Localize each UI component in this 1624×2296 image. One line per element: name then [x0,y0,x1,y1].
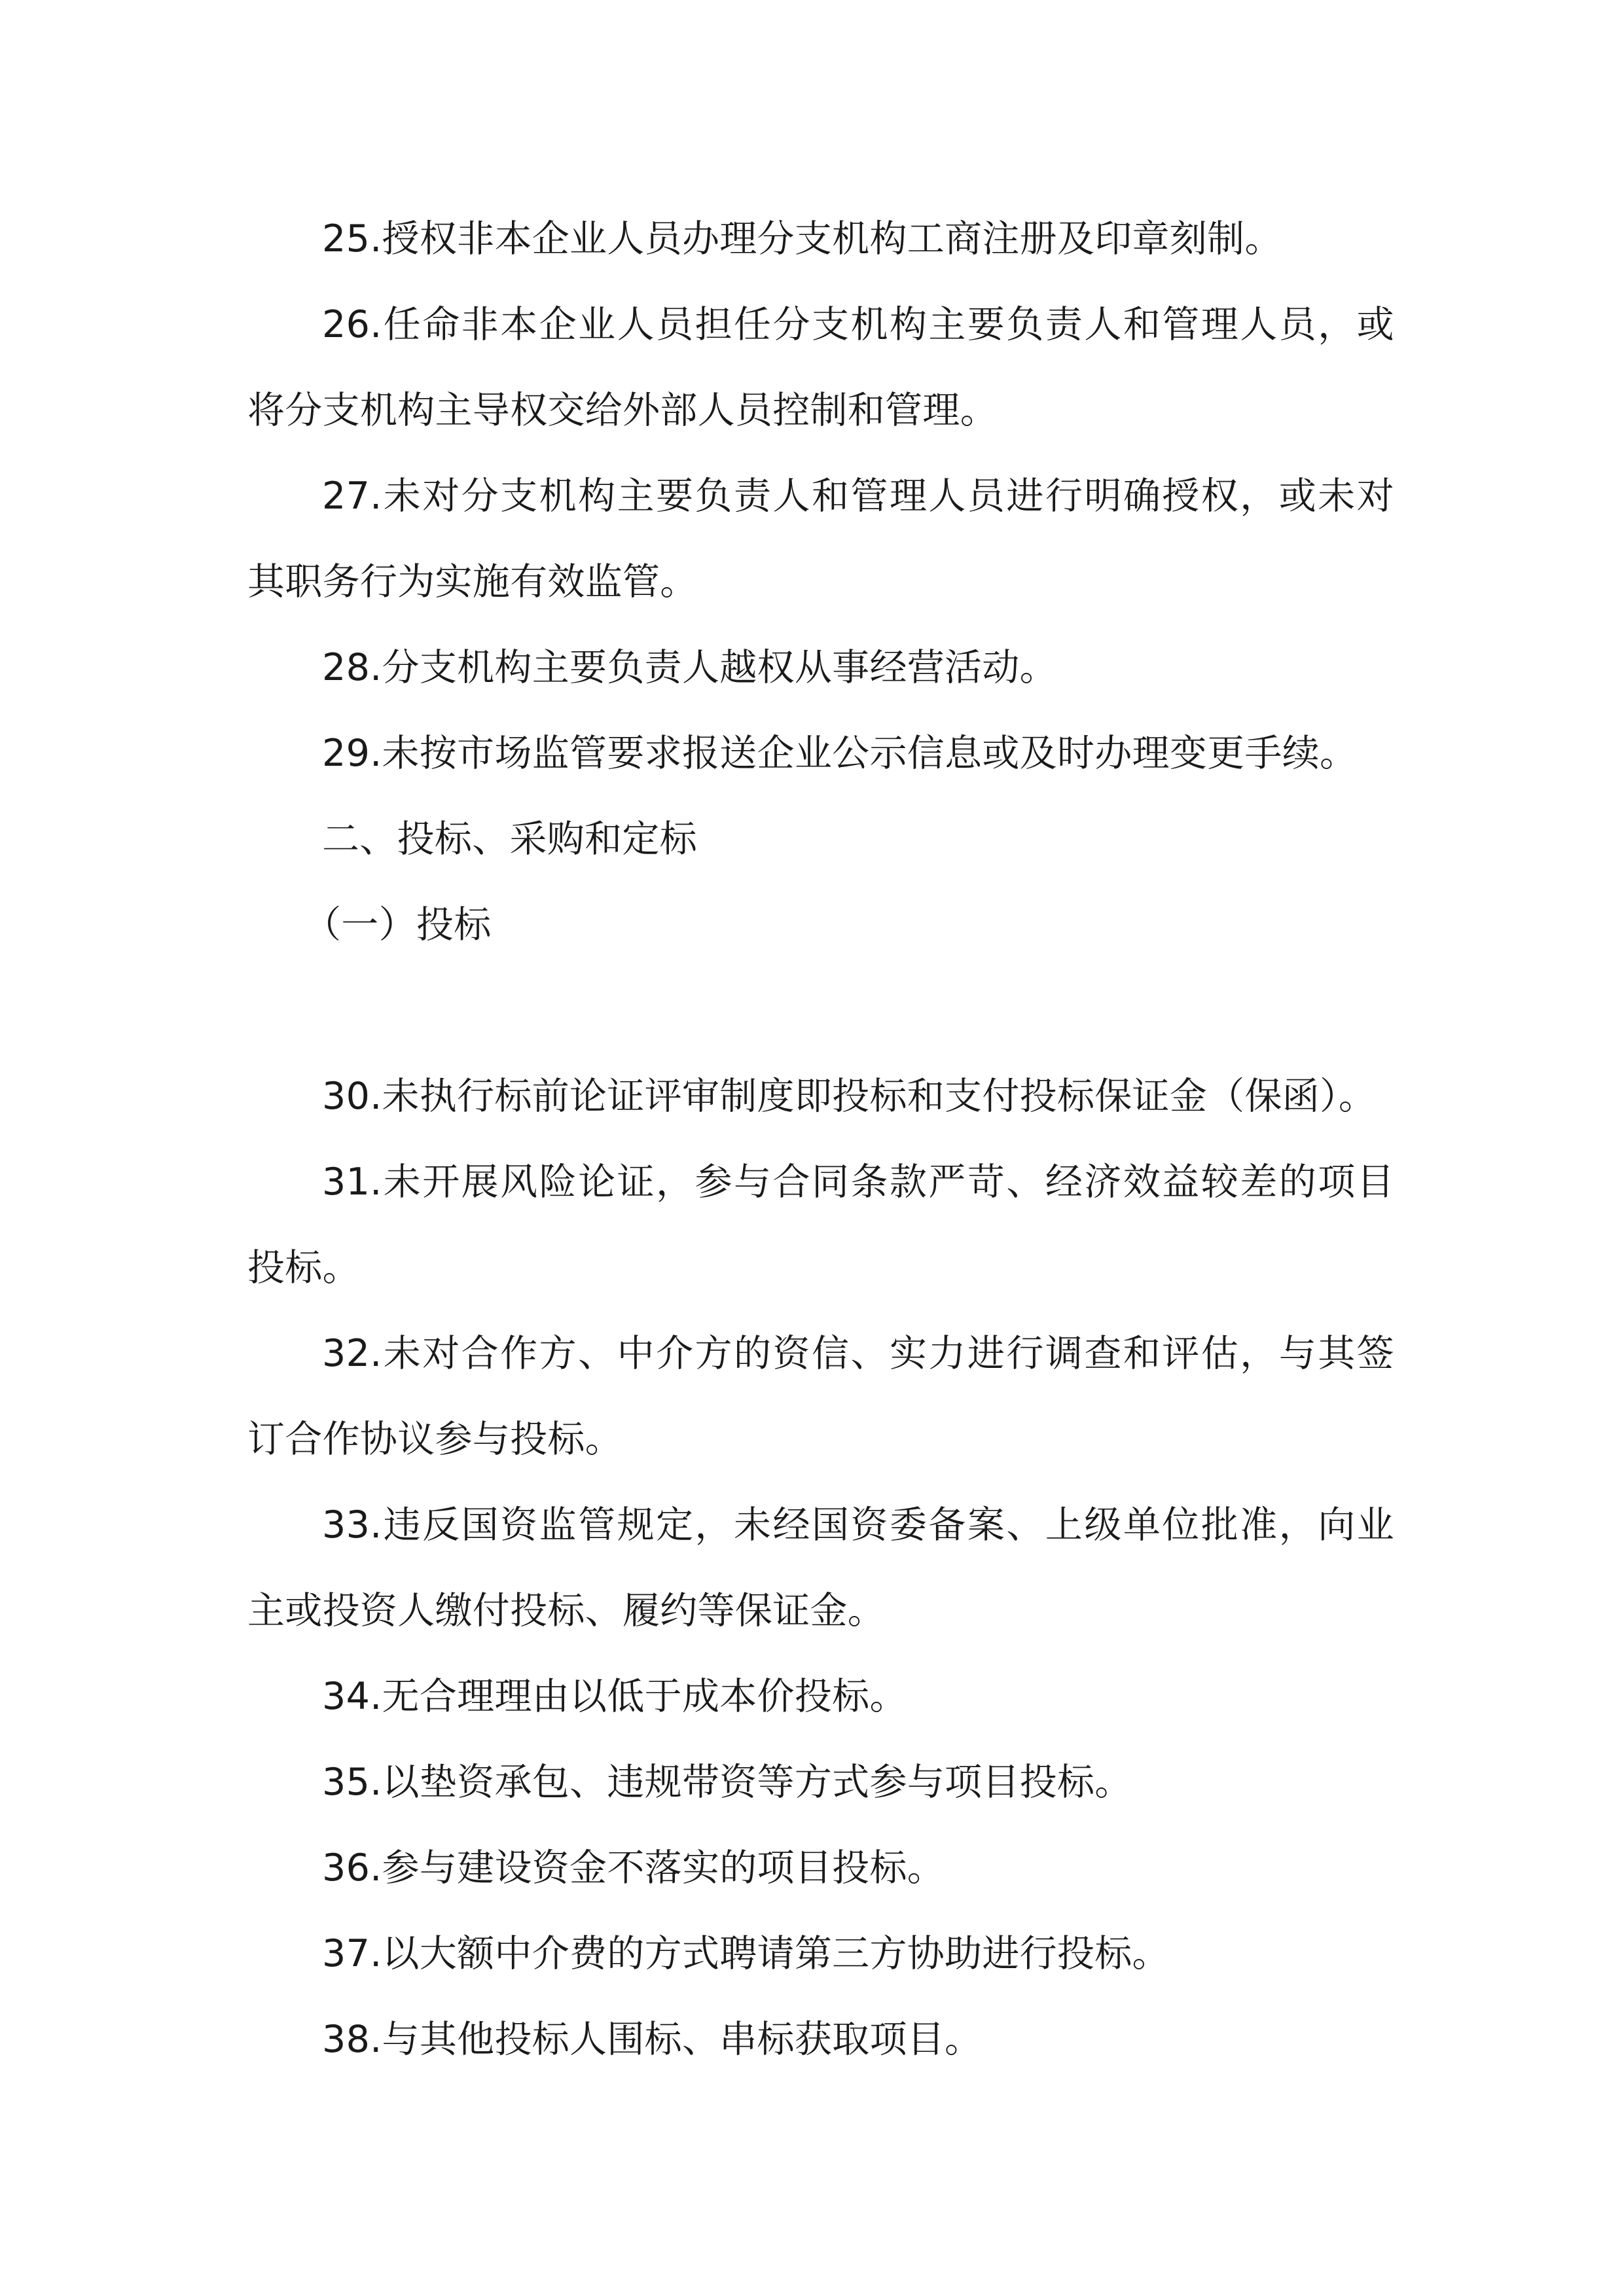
paragraph-item-33: 33.违反国资监管规定，未经国资委备案、上级单位批准，向业主或投资人缴付投标、履约等保证金。 [247,1503,1394,1632]
paragraph-item-37: 37.以大额中介费的方式聘请第三方协助进行投标。 [322,1932,1170,1975]
paragraph-item-36: 36.参与建设资金不落实的项目投标。 [322,1846,945,1890]
paragraph-item-31: 31.未开展风险论证，参与合同条款严苛、经济效益较差的项目投标。 [247,1160,1394,1289]
paragraph-item-27: 27.未对分支机构主要负责人和管理人员进行明确授权，或未对其职务行为实施有效监管。 [247,475,1394,603]
paragraph-item-38: 38.与其他投标人围标、串标获取项目。 [322,2018,983,2061]
paragraph-item-28: 28.分支机构主要负责人越权从事经营活动。 [322,646,1057,689]
subsection-heading-bidding: （一）投标 [304,903,492,946]
paragraph-item-30: 30.未执行标前论证评审制度即投标和支付投标保证金（保函）。 [322,1075,1377,1118]
paragraph-item-32: 32.未对合作方、中介方的资信、实力进行调查和评估，与其签订合作协议参与投标。 [247,1332,1394,1461]
paragraph-item-29: 29.未按市场监管要求报送企业公示信息或及时办理变更手续。 [322,732,1358,775]
paragraph-item-25: 25.授权非本企业人员办理分支机构工商注册及印章刻制。 [322,217,1282,260]
paragraph-item-35: 35.以垫资承包、违规带资等方式参与项目投标。 [322,1761,1132,1804]
section-heading-bidding-procurement: 二、投标、采购和定标 [322,817,697,861]
paragraph-item-34: 34.无合理理由以低于成本价投标。 [322,1675,907,1718]
paragraph-item-26: 26.任命非本企业人员担任分支机构主要负责人和管理人员，或将分支机构主导权交给外部人员控制和管理。 [247,303,1394,432]
